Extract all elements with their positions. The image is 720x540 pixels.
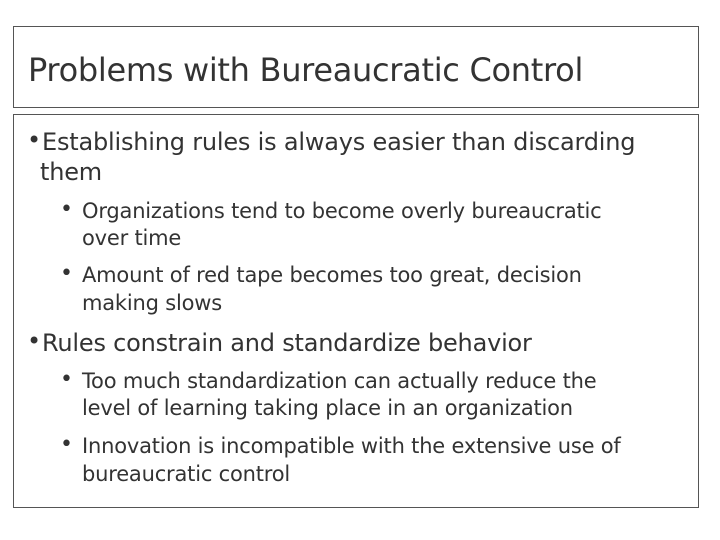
sub-bullet-dot: • (60, 367, 73, 392)
sub-bullet-text: Too much standardization can actually reduce the (82, 369, 597, 393)
sub-bullet-text-continued: level of learning taking place in an organization (82, 396, 573, 420)
sub-bullet-text: Amount of red tape becomes too great, decision (82, 263, 582, 287)
sub-bullet-text-continued: over time (82, 226, 182, 250)
sub-bullet-text: Organizations tend to become overly bureaucratic (82, 199, 602, 223)
sub-bullet-text-continued: making slows (82, 291, 222, 315)
bullet-dot: • (27, 126, 42, 154)
title-box (13, 26, 699, 108)
sub-bullet-text: Innovation is incompatible with the extensive use of (82, 434, 621, 458)
slide-title: Problems with Bureaucratic Control (28, 51, 584, 89)
sub-bullet-text-continued: bureaucratic control (82, 462, 291, 486)
sub-bullet-dot: • (60, 261, 73, 286)
bullet-text: Establishing rules is always easier than discarding (42, 128, 636, 156)
bullet-text-continued: them (40, 158, 102, 186)
bullet-text: Rules constrain and standardize behavior (42, 329, 532, 357)
sub-bullet-dot: • (60, 432, 73, 457)
bullet-dot: • (27, 327, 42, 355)
sub-bullet-dot: • (60, 197, 73, 222)
